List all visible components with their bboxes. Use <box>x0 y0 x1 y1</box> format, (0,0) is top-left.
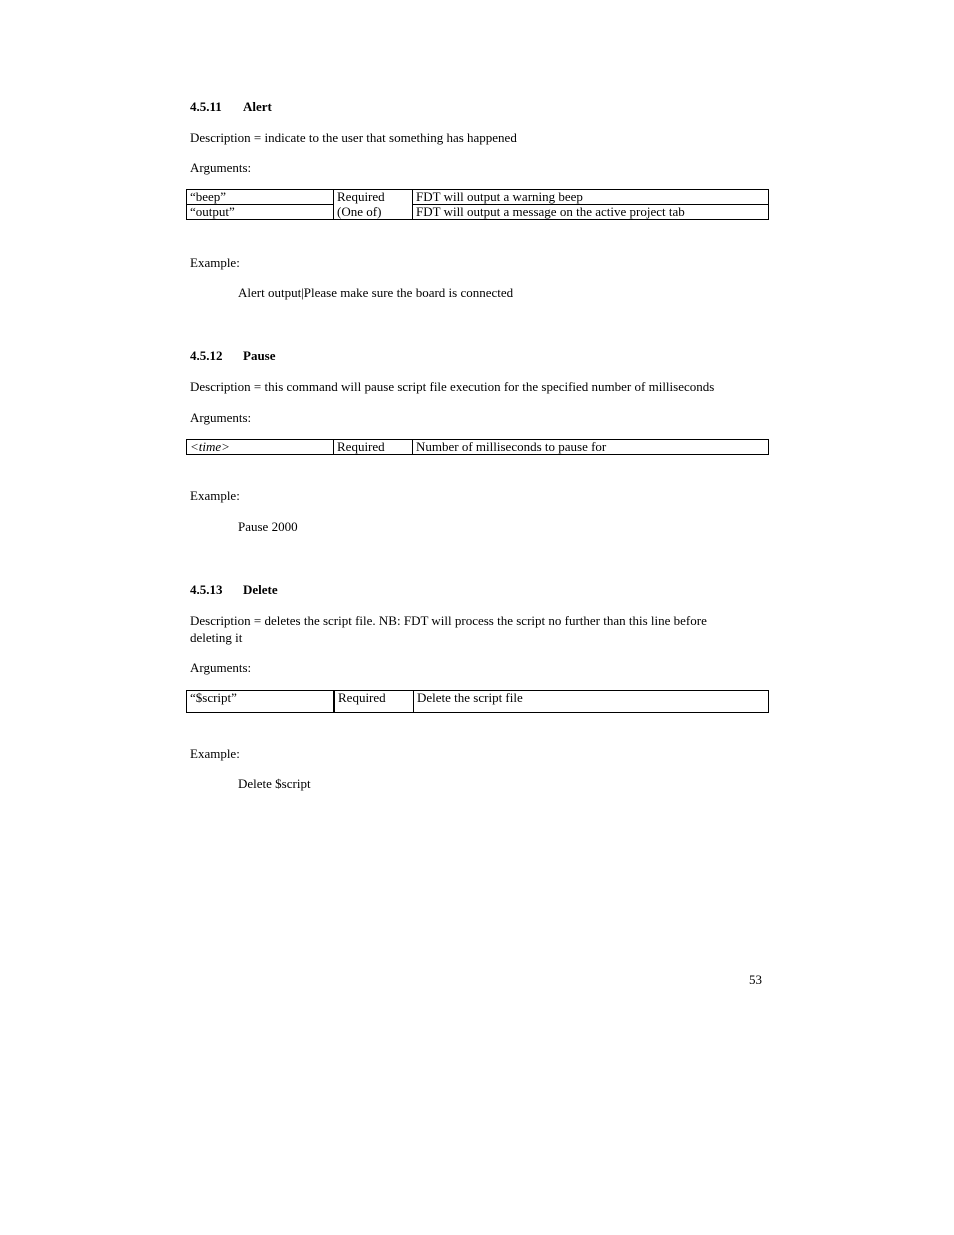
table-row <box>187 691 769 713</box>
example-message: Please make sure the board is connected <box>303 285 514 300</box>
desc-cell: Number of milliseconds to pause for <box>413 440 769 455</box>
arguments-label: Arguments: <box>190 410 252 425</box>
arguments-table-delete <box>186 690 769 713</box>
example-alert <box>238 285 513 301</box>
section-number: 4.5.11 <box>190 99 222 114</box>
section-heading-pause <box>190 348 276 364</box>
description-delete-line1: Description = deletes the script file. NB: FDT will process the script no further than this line before <box>190 613 707 628</box>
arguments-table-alert <box>186 189 769 220</box>
desc-cell: FDT will output a message on the active project tab <box>413 205 769 220</box>
table-row <box>187 205 769 220</box>
description-pause: Description = this command will pause script file execution for the specified number of milliseconds <box>190 379 715 394</box>
section-number: 4.5.12 <box>190 348 223 363</box>
example-command: Alert output <box>238 285 302 300</box>
desc-cell: FDT will output a warning beep <box>413 190 769 205</box>
arg-cell: “output” <box>187 205 334 220</box>
arguments-label: Arguments: <box>190 660 252 675</box>
req-cell: (One of) <box>334 205 413 220</box>
example-delete: Delete $script <box>238 776 311 791</box>
section-title: Alert <box>243 99 272 114</box>
example-label: Example: <box>190 488 240 503</box>
table-row <box>187 440 769 455</box>
arguments-label: Arguments: <box>190 160 252 175</box>
section-heading-alert <box>190 99 272 115</box>
req-cell: Required <box>334 190 413 205</box>
req-cell: Required <box>334 691 414 713</box>
desc-cell: Delete the script file <box>414 691 769 713</box>
section-number: 4.5.13 <box>190 582 223 597</box>
section-title: Delete <box>243 582 278 597</box>
page-number: 53 <box>749 972 762 987</box>
example-pause: Pause 2000 <box>238 519 298 534</box>
description-alert: Description = indicate to the user that something has happened <box>190 130 517 145</box>
arg-cell: “beep” <box>187 190 334 205</box>
description-delete-line2: deleting it <box>190 630 243 645</box>
arg-cell: “$script” <box>187 691 335 713</box>
req-cell: Required <box>334 440 413 455</box>
section-heading-delete <box>190 582 278 598</box>
example-label: Example: <box>190 746 240 761</box>
table-row <box>187 190 769 205</box>
section-title: Pause <box>243 348 276 363</box>
example-label: Example: <box>190 255 240 270</box>
arg-cell: <time> <box>187 440 334 455</box>
example-separator: | <box>301 285 304 300</box>
arguments-table-pause <box>186 439 769 455</box>
